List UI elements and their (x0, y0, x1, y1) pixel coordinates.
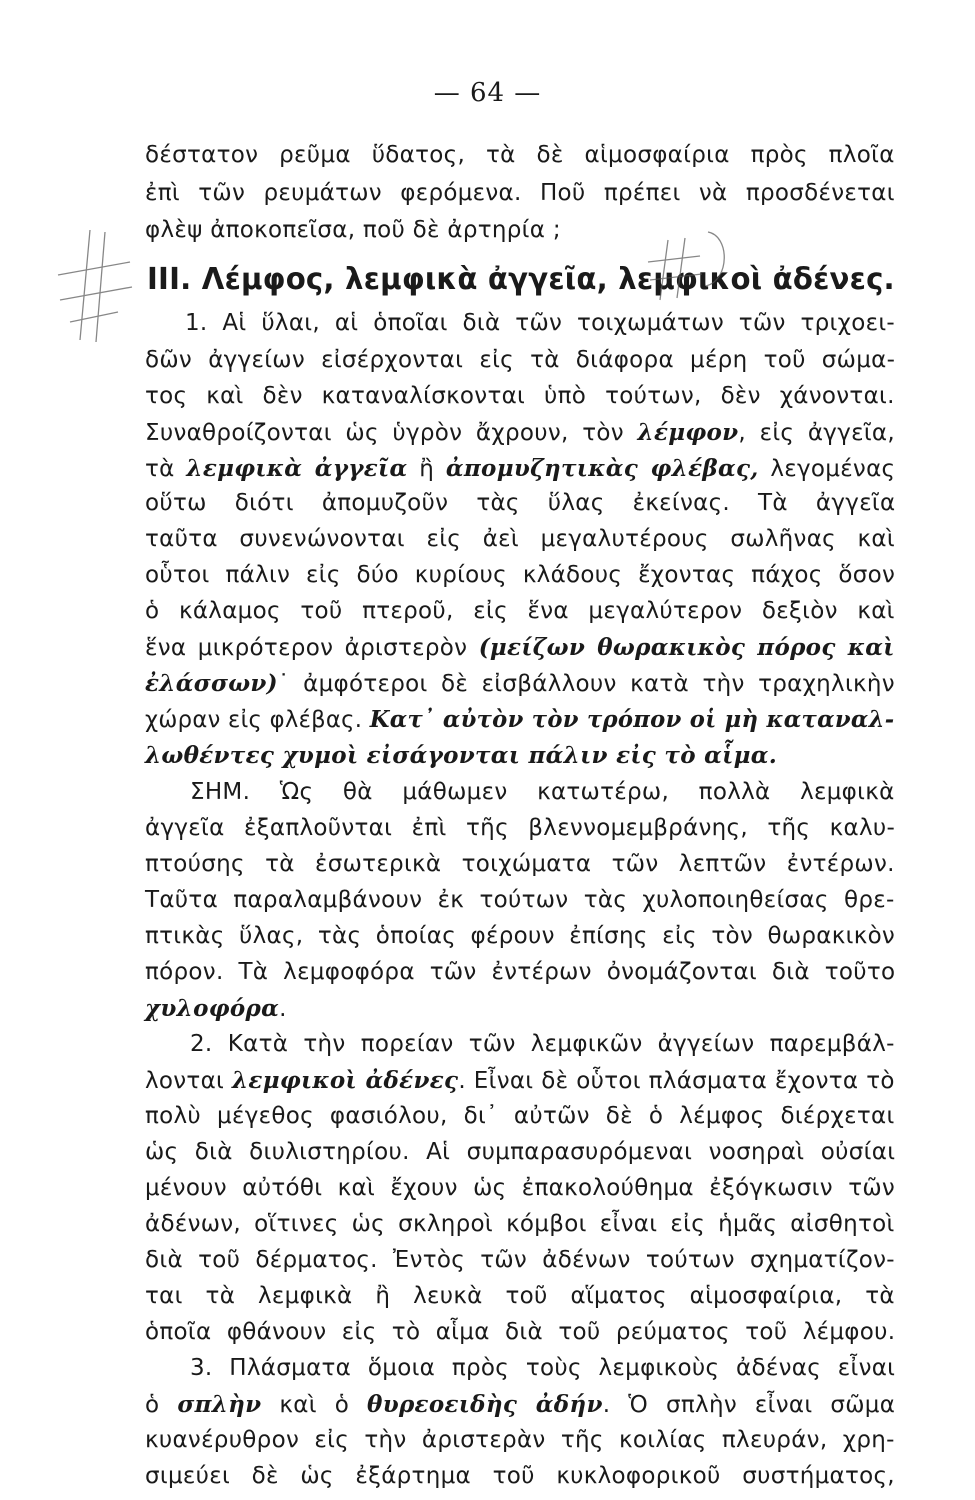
text-segment: III. Λέμφος, λεμφικὰ ἀγγεῖα, λεμφικοὶ ἀδένες. (147, 262, 895, 297)
text-segment: . Ὁ σπλὴν εἶναι σῶμα (602, 1392, 896, 1418)
emphasized-term: θυρεοειδὴς ἀδήν (367, 1391, 603, 1418)
text-segment: 3. Πλάσματα ὅμοια πρὸς τοὺς λεμφικοὺς ἀδένας εἶναι (190, 1355, 896, 1381)
text-segment: μένουν αὐτόθι καὶ ἔχουν ὡς ἐπακολούθημα ἐξόγκωσιν τῶν (145, 1175, 896, 1201)
emphasized-term: λέμφον (637, 419, 739, 446)
text-segment: . (279, 996, 287, 1022)
emphasized-term: Κατ᾿ αὐτὸν τὸν τρόπον οἱ μὴ καταναλ- (369, 706, 895, 733)
text-segment: Συναθροίζονται ὡς ὑγρὸν ἄχρουν, τὸν (145, 420, 638, 446)
emphasized-term: ἐλάσσων) (145, 670, 278, 697)
emphasized-term: χυλοφόρα (145, 995, 280, 1022)
text-segment: . Εἶναι δὲ οὗτοι πλάσματα ἔχοντα τὸ (458, 1068, 895, 1094)
text-segment: κυανέρυθρον εἰς τὴν ἀριστερὰν τῆς κοιλίας πλευράν, χρη- (145, 1427, 895, 1453)
text-segment: πόρον. Τὰ λεμφοφόρα τῶν ἐντέρων ὀνομάζονται διὰ τοῦτο (145, 959, 896, 985)
text-segment: Ταῦτα παραλαμβάνουν ἐκ τούτων τὰς χυλοποιηθείσας θρε- (145, 887, 895, 913)
text-segment: λεγομένας (758, 456, 896, 482)
emphasized-term: λωθέντες χυμοὶ εἰσάγονται πάλιν εἰς τὸ αἷμα. (145, 742, 778, 769)
text-segment: τος καὶ δὲν καταναλίσκονται ὑπὸ τούτων, δὲν χάνονται. (145, 383, 895, 409)
text-segment: ἐπὶ τῶν ρευμάτων φερόμενα. Ποῦ πρέπει νὰ προσδένεται (145, 180, 895, 206)
text-segment: ἀδένων, οἵτινες ὡς σκληροὶ κόμβοι εἶναι εἰς ἡμᾶς αἰσθητοὶ (145, 1211, 895, 1237)
emphasized-term: ἀπομυζητικὰς φλέβας, (445, 455, 759, 482)
text-segment: ἀγγεῖα ἐξαπλοῦνται ἐπὶ τῆς βλεννομεμβράνης, τῆς καλυ- (145, 815, 896, 841)
text-segment: δῶν ἀγγείων εἰσέρχονται εἰς τὰ διάφορα μέρη τοῦ σώμα- (145, 347, 896, 373)
text-segment: δέστατον ρεῦμα ὕδατος, τὰ δὲ αἱμοσφαίρια πρὸς πλοῖα (145, 142, 895, 168)
text-segment: ὁποῖα φθάνουν εἰς τὸ αἷμα διὰ τοῦ ρεύματος τοῦ λέμφου. (145, 1319, 896, 1345)
text-segment: , εἰς ἀγγεῖα, (738, 420, 895, 446)
text-segment: ˙ ἀμφότεροι δὲ εἰσβάλλουν κατὰ τὴν τραχηλικὴν (277, 671, 895, 697)
emphasized-term: λεμφικὰ ἀγγεῖα (186, 455, 408, 482)
text-segment: πτούσης τὰ ἐσωτερικὰ τοιχώματα τῶν λεπτῶν ἐντέρων. (145, 851, 895, 877)
text-segment: πτικὰς ὕλας, τὰς ὁποίας φέρουν ἐπίσης εἰς τὸν θωρακικὸν (145, 923, 896, 949)
text-segment: χώραν εἰς φλέβας. (145, 707, 370, 733)
text-segment: σιμεύει δὲ ὡς ἐξάρτημα τοῦ κυκλοφορικοῦ συστήματος, (145, 1463, 895, 1489)
emphasized-term: σπλὴν (177, 1391, 262, 1418)
text-segment: ἕνα μικρότερον ἀριστερὸν (145, 635, 479, 661)
text-segment: οὕτω διότι ἀπομυζοῦν τὰς ὕλας ἐκείνας. Τὰ ἀγγεῖα (145, 490, 896, 516)
text-segment: 1. Αἱ ὕλαι, αἱ ὁποῖαι διὰ τῶν τοιχωμάτων τῶν τριχοει- (185, 310, 895, 336)
text-segment: ΣΗΜ. Ὡς θὰ μάθωμεν κατωτέρω, πολλὰ λεμφικὰ (190, 779, 895, 805)
text-segment: ταῦτα συνενώνονται εἰς ἀεὶ μεγαλυτέρους σωλῆνας καὶ (145, 526, 895, 552)
text-segment: φλὲψ ἀποκοπεῖσα, ποῦ δὲ ἀρτηρία ; (145, 217, 561, 243)
text-segment: τὰ (145, 456, 187, 482)
text-segment: 2. Κατὰ τὴν πορείαν τῶν λεμφικῶν ἀγγείων παρεμβάλ- (190, 1031, 895, 1057)
emphasized-term: (μείζων θωρακικὸς πόρος καὶ (478, 634, 895, 661)
text-segment: ται τὰ λεμφικὰ ἢ λευκὰ τοῦ αἵματος αἱμοσφαίρια, τὰ (145, 1283, 895, 1309)
page-number: — 64 — (433, 78, 542, 108)
text-segment: καὶ ὁ (261, 1392, 368, 1418)
text-segment: οὗτοι πάλιν εἰς δύο κυρίους κλάδους ἔχοντας πάχος ὅσον (145, 562, 896, 588)
text-segment: ἢ (407, 456, 446, 482)
text-segment: ὁ κάλαμος τοῦ πτεροῦ, εἰς ἕνα μεγαλύτερον δεξιὸν καὶ (145, 598, 895, 624)
text-segment: ὁ (145, 1392, 178, 1418)
emphasized-term: λεμφικοὶ ἀδένες (231, 1067, 459, 1094)
text-segment: ὡς διὰ διυλιστηρίου. Αἱ συμπαρασυρόμεναι νοσηραὶ οὐσίαι (145, 1139, 896, 1165)
text-segment: λονται (145, 1068, 232, 1094)
text-segment: πολὺ μέγεθος φασιόλου, δι᾿ αὐτῶν δὲ ὁ λέμφος διέρχεται (145, 1103, 895, 1129)
text-segment: διὰ τοῦ δέρματος. Ἐντὸς τῶν ἀδένων τούτων σχηματίζον- (145, 1247, 895, 1273)
